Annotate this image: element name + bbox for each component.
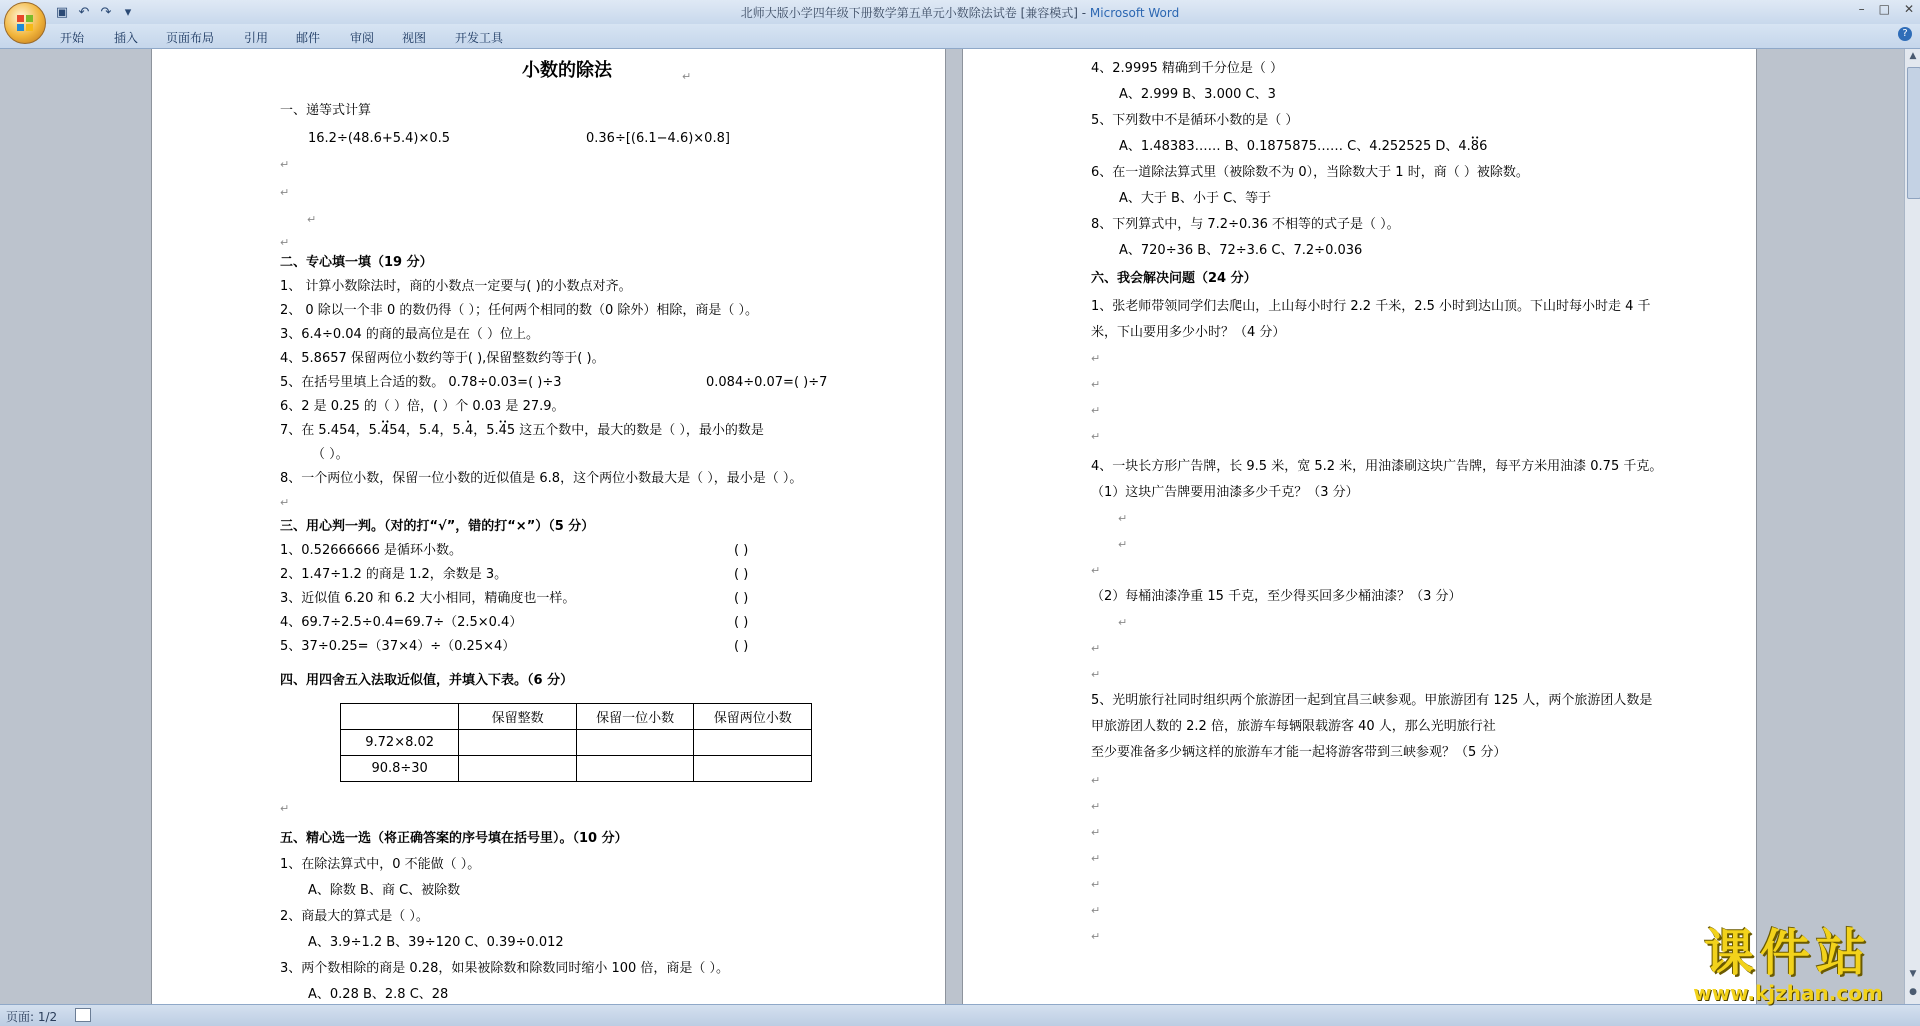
choice-options: A、720÷36 B、72÷3.6 C、7.2÷0.036 [1119, 243, 1363, 258]
paragraph-mark: ↵ [1091, 430, 1101, 443]
paragraph-mark: ↵ [280, 186, 290, 199]
question-text: （ ）。 [312, 447, 349, 462]
choice-question: 8、下列算式中，与 7.2÷0.36 不相等的式子是（ ）。 [1091, 217, 1400, 232]
table-cell: 保留整数 [459, 704, 577, 730]
save-icon[interactable]: ▣ [55, 4, 69, 20]
table-cell: 90.8÷30 [341, 756, 459, 782]
tab-insert[interactable]: 插入 [114, 31, 139, 45]
choice-options: A、3.9÷1.2 B、39÷120 C、0.39÷0.012 [308, 935, 564, 950]
paragraph-mark: ↵ [682, 70, 692, 83]
section-1-heading: 一、递等式计算 [280, 103, 372, 118]
table-row [341, 730, 812, 756]
paragraph-mark: ↵ [1091, 852, 1101, 865]
paragraph-mark: ↵ [1118, 616, 1128, 629]
close-button[interactable]: ✕ [1903, 2, 1914, 16]
question-text: 5、在括号里填上合适的数。 0.78÷0.03=( )÷3 [280, 375, 562, 390]
question-text [280, 423, 764, 439]
paragraph-mark: ↵ [280, 158, 290, 171]
problem-text: 至少要准备多少辆这样的旅游车才能一起将游客带到三峡参观？（5 分） [1091, 745, 1507, 760]
office-button[interactable] [4, 2, 46, 44]
repeating-digits: • • 45 [499, 423, 516, 439]
paragraph-mark: ↵ [1118, 538, 1128, 551]
choice-question: 5、下列数中不是循环小数的是（ ） [1091, 113, 1299, 128]
question-part: 7、在 5.454，5. [280, 423, 382, 438]
paragraph-mark: ↵ [1091, 642, 1101, 655]
paragraph-mark: ↵ [1091, 930, 1101, 943]
page-2[interactable] [963, 49, 1756, 1004]
repeating-digits: • • 454 [381, 423, 406, 439]
problem-text: 甲旅游团人数的 2.2 倍，旅游车每辆限载游客 40 人，那么光明旅行社 [1091, 719, 1496, 734]
question-text: 2、 0 除以一个非 0 的数仍得（ ）；任何两个相同的数（0 除外）相除，商是（ ）。 [280, 303, 759, 318]
watermark-url: www.kjzhan.com [1693, 981, 1883, 1005]
answer-blank: ( ) [734, 615, 749, 630]
scroll-down-icon[interactable]: ▼ [1909, 969, 1917, 979]
page-1[interactable] [152, 49, 945, 1004]
rounding-table [340, 703, 812, 782]
choice-question: 3、两个数相除的商是 0.28，如果被除数和除数同时缩小 100 倍，商是（ ）。 [280, 961, 730, 976]
tab-developer[interactable]: 开发工具 [455, 31, 504, 45]
expression-2: 0.36÷[(6.1−4.6)×0.8] [586, 131, 730, 146]
paragraph-mark: ↵ [280, 802, 290, 815]
repeating-digits: • • 86 [1471, 139, 1488, 155]
choice-question: 2、商最大的算式是（ ）。 [280, 909, 429, 924]
choice-options: A、2.999 B、3.000 C、3 [1119, 87, 1276, 102]
maximize-button[interactable]: □ [1878, 2, 1890, 16]
site-watermark [1668, 925, 1908, 1005]
table-cell [341, 704, 459, 730]
answer-blank: ( ) [734, 543, 749, 558]
window-controls [1859, 2, 1914, 16]
window-title [0, 4, 1920, 21]
judge-item: 1、0.52666666 是循环小数。 [280, 543, 462, 558]
problem-text: 米，下山要用多少小时？（4 分） [1091, 325, 1286, 340]
table-cell: 9.72×8.02 [341, 730, 459, 756]
problem-text: 1、张老师带领同学们去爬山，上山每小时行 2.2 千米，2.5 小时到达山顶。下山时每小时走 4 千 [1091, 299, 1651, 314]
page-indicator[interactable]: 页面: 1/2 [6, 1010, 58, 1024]
question-part: ，5.4，5. [405, 423, 465, 438]
office-logo-icon [15, 13, 35, 33]
paragraph-mark: ↵ [1091, 378, 1101, 391]
tab-home[interactable]: 开始 [60, 31, 85, 45]
question-text: 1、 计算小数除法时，商的小数点一定要与( )的小数点对齐。 [280, 279, 632, 294]
paragraph-mark: ↵ [280, 236, 290, 249]
paragraph-mark: ↵ [1091, 774, 1101, 787]
problem-text: （1）这块广告牌要用油漆多少千克？（3 分） [1091, 485, 1359, 500]
question-text: 6、2 是 0.25 的（ ）倍，( ）个 0.03 是 27.9。 [280, 399, 565, 414]
redo-icon[interactable]: ↷ [100, 4, 112, 20]
watermark-logo-text: 课件站 [1704, 924, 1872, 982]
tab-page-layout[interactable]: 页面布局 [166, 31, 215, 45]
paragraph-mark: ↵ [1091, 404, 1101, 417]
choice-question: 4、2.9995 精确到千分位是（ ） [1091, 61, 1284, 76]
choice-question: 6、在一道除法算式里（被除数不为 0），当除数大于 1 时，商（ ）被除数。 [1091, 165, 1529, 180]
paragraph-mark: ↵ [1091, 904, 1101, 917]
tab-review[interactable]: 审阅 [350, 31, 375, 45]
answer-blank: ( ) [734, 591, 749, 606]
question-text: 8、一个两位小数，保留一位小数的近似值是 6.8，这个两位小数最大是（ ），最小是（ ）。 [280, 471, 803, 486]
scroll-thumb[interactable] [1907, 67, 1920, 199]
undo-icon[interactable]: ↶ [78, 4, 90, 20]
app-name: Microsoft Word [1089, 6, 1180, 20]
paragraph-mark: ↵ [1091, 878, 1101, 891]
judge-item: 2、1.47÷1.2 的商是 1.2，余数是 3。 [280, 567, 508, 582]
document-heading: 小数的除法 [522, 60, 612, 81]
table-row [341, 756, 812, 782]
table-cell [576, 756, 694, 782]
help-icon[interactable]: ? [1898, 27, 1912, 41]
problem-text: 5、光明旅行社同时组织两个旅游团一起到宜昌三峡参观。甲旅游团有 125 人，两个旅游团人数是 [1091, 693, 1653, 708]
paragraph-mark: ↵ [1091, 668, 1101, 681]
section-2-heading: 二、专心填一填（19 分） [280, 255, 433, 270]
table-cell [694, 756, 812, 782]
section-4-heading: 四、用四舍五入法取近似值，并填入下表。（6 分） [280, 673, 574, 688]
status-bar [0, 1004, 1920, 1026]
question-text: 4、5.8657 保留两位小数约等于( ),保留整数约等于( )。 [280, 351, 605, 366]
judge-item: 3、近似值 6.20 和 6.2 大小相同，精确度也一样。 [280, 591, 576, 606]
tab-references[interactable]: 引用 [244, 31, 269, 45]
tab-mailings[interactable]: 邮件 [296, 31, 321, 45]
answer-blank: ( ) [734, 639, 749, 654]
expression-1: 16.2÷(48.6+5.4)×0.5 [308, 131, 451, 146]
paragraph-mark: ↵ [1118, 512, 1128, 525]
choice-options [1119, 139, 1487, 155]
table-header-row [341, 704, 812, 730]
table-cell [459, 730, 577, 756]
judge-item: 4、69.7÷2.5÷0.4=69.7÷（2.5×0.4） [280, 615, 523, 630]
paragraph-mark: ↵ [307, 213, 317, 226]
table-cell [694, 730, 812, 756]
section-5-heading: 五、精心选一选（将正确答案的序号填在括号里）。（10 分） [280, 831, 628, 846]
browse-object-icon[interactable]: ● [1909, 987, 1917, 997]
repeating-digits: • 4 [465, 423, 473, 439]
choice-question: 1、在除法算式中，0 不能做（ ）。 [280, 857, 481, 872]
table-cell: 保留一位小数 [576, 704, 694, 730]
judge-item: 5、37÷0.25=（37×4）÷（0.25×4） [280, 639, 516, 654]
proofing-icon[interactable] [75, 1008, 91, 1022]
paragraph-mark: ↵ [1091, 564, 1101, 577]
vertical-scrollbar[interactable] [1904, 49, 1920, 1004]
table-cell: 保留两位小数 [694, 704, 812, 730]
document-workspace [0, 49, 1904, 1004]
section-3-heading: 三、用心判一判。（对的打“√”，错的打“×”）（5 分） [280, 519, 595, 534]
question-text: 0.084÷0.07=( )÷7 [706, 375, 828, 390]
choice-options: A、除数 B、商 C、被除数 [308, 883, 461, 898]
ribbon-tabs [0, 24, 1920, 49]
question-part: ，5. [473, 423, 499, 438]
paragraph-mark: ↵ [1091, 352, 1101, 365]
question-part: 这五个数中，最大的数是（ ），最小的数是 [515, 423, 764, 438]
paragraph-mark: ↵ [1091, 826, 1101, 839]
choice-options: A、0.28 B、2.8 C、28 [308, 987, 449, 1002]
minimize-button[interactable]: – [1858, 2, 1865, 16]
section-6-heading: 六、我会解决问题（24 分） [1091, 271, 1257, 286]
problem-text: （2）每桶油漆净重 15 千克，至少得买回多少桶油漆？（3 分） [1091, 589, 1462, 604]
answer-blank: ( ) [734, 567, 749, 582]
question-text: 3、6.4÷0.04 的商的最高位是在（ ）位上。 [280, 327, 540, 342]
tab-view[interactable]: 视图 [402, 31, 427, 45]
dropdown-icon[interactable]: ▾ [124, 4, 132, 20]
paragraph-mark: ↵ [1091, 800, 1101, 813]
option-part: A、1.48383…… B、0.1875875…… C、4.252525 D、4. [1119, 139, 1471, 154]
table-cell [459, 756, 577, 782]
problem-text: 4、一块长方形广告牌，长 9.5 米，宽 5.2 米，用油漆刷这块广告牌，每平方米用油漆 0.75 千克。 [1091, 459, 1663, 474]
paragraph-mark: ↵ [280, 496, 290, 509]
title-bar [0, 0, 1920, 24]
table-cell [576, 730, 694, 756]
document-title: 北师大版小学四年级下册数学第五单元小数除法试卷 [兼容模式] - [740, 6, 1090, 20]
choice-options: A、大于 B、小于 C、等于 [1119, 191, 1272, 206]
scroll-up-icon[interactable]: ▲ [1909, 51, 1917, 61]
